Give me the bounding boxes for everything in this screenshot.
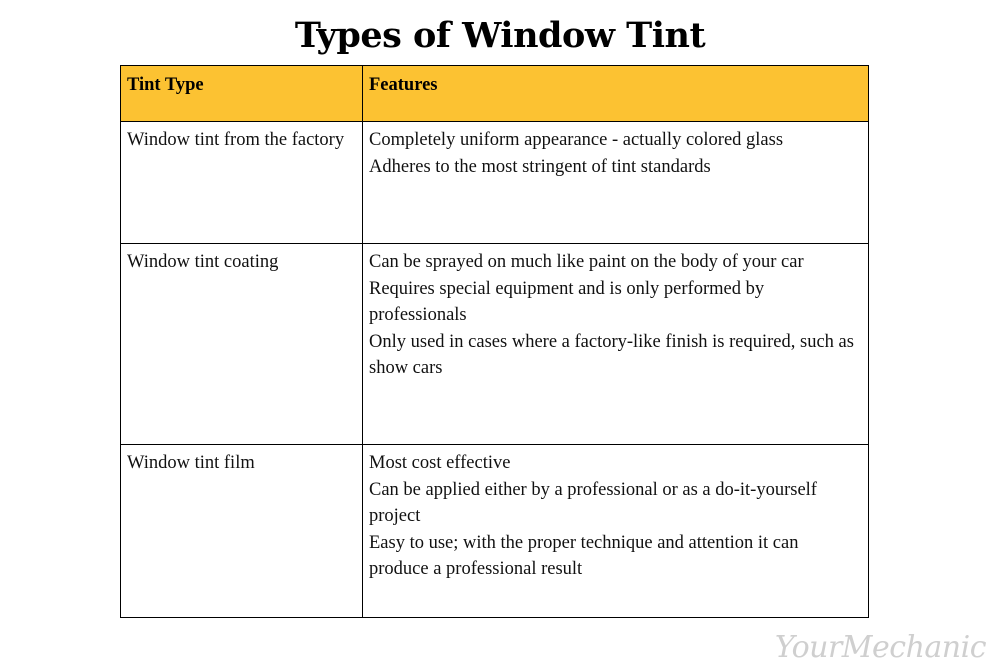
features-cell xyxy=(363,244,869,445)
column-header-tint-type: Tint Type xyxy=(121,66,363,122)
table-row xyxy=(121,122,869,244)
tint-type-cell: Window tint film xyxy=(121,445,363,618)
table-row xyxy=(121,445,869,618)
features-cell xyxy=(363,122,869,244)
feature-line: Can be sprayed on much like paint on the body of your car xyxy=(369,252,804,272)
feature-line: Can be applied either by a professional or as a do-it-yourself project xyxy=(369,479,817,526)
table-header-row xyxy=(121,66,869,122)
tint-types-table xyxy=(120,65,869,618)
feature-line: Completely uniform appearance - actually colored glass xyxy=(369,130,784,150)
feature-line: Requires special equipment and is only performed by professionals xyxy=(369,278,765,325)
feature-line: Easy to use; with the proper technique and attention it can produce a professional result xyxy=(369,532,799,579)
table-row xyxy=(121,244,869,445)
page-title: Types of Window Tint xyxy=(294,15,706,56)
feature-line: Only used in cases where a factory-like finish is required, such as show cars xyxy=(369,331,854,378)
feature-line: Most cost effective xyxy=(369,453,511,473)
tint-type-cell: Window tint from the factory xyxy=(121,122,363,244)
column-header-features: Features xyxy=(363,66,869,122)
features-cell xyxy=(363,445,869,618)
feature-line: Adheres to the most stringent of tint standards xyxy=(369,156,711,177)
tint-type-cell: Window tint coating xyxy=(121,244,363,445)
yourmechanic-watermark: YourMechanic xyxy=(774,630,986,665)
